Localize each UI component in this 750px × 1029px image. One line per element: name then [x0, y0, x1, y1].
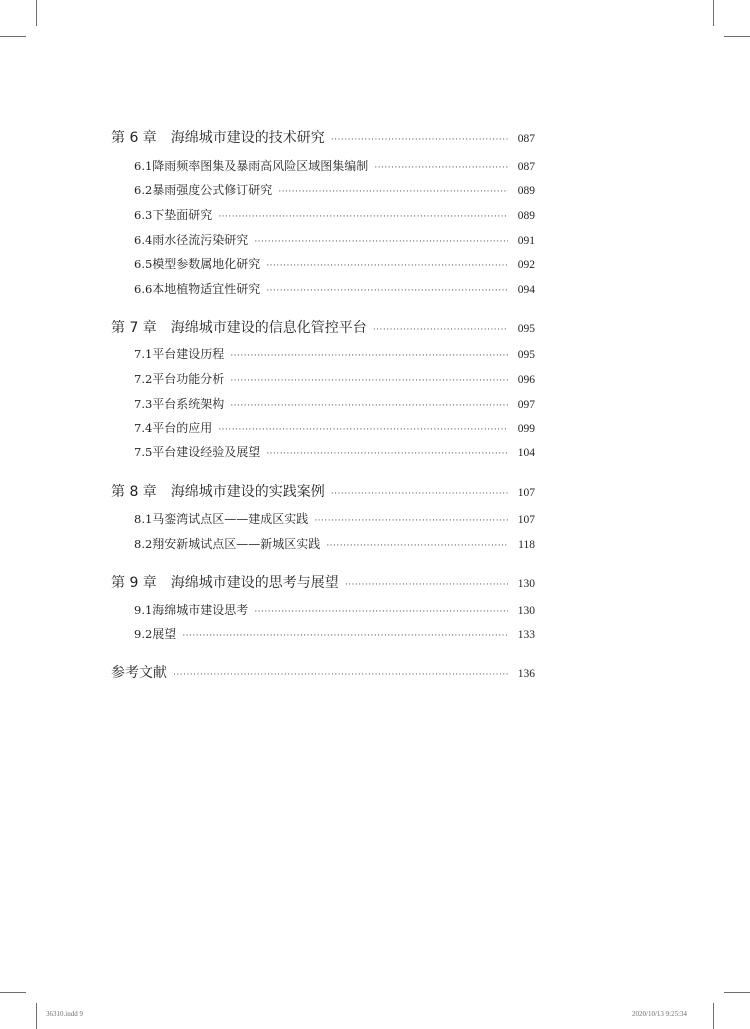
- section-number: 6.5: [134, 257, 153, 271]
- entry-title: 海绵城市建设的实践案例: [170, 484, 325, 500]
- toc-section-entry[interactable]: [134, 206, 535, 223]
- toc-chapter-entry[interactable]: [111, 127, 535, 147]
- dot-leader: [254, 607, 507, 617]
- toc-section-entry[interactable]: [134, 231, 535, 248]
- page-number: 091: [517, 235, 535, 247]
- toc-section-entry[interactable]: [134, 601, 535, 618]
- entry-title: 平台系统架构: [152, 397, 225, 411]
- toc-section-entry[interactable]: [134, 395, 535, 412]
- entry-title: 海绵城市建设的信息化管控平台: [170, 320, 367, 336]
- chapter-number: 第 9 章: [111, 575, 157, 591]
- dot-leader: [373, 325, 508, 335]
- toc-section-entry[interactable]: [134, 535, 535, 552]
- entry-title: 海绵城市建设的思考与展望: [170, 575, 339, 591]
- dot-leader: [314, 516, 507, 526]
- page-number: 136: [517, 668, 535, 680]
- toc-section-entry[interactable]: [134, 443, 535, 460]
- dot-leader: [230, 376, 507, 386]
- page-number: 087: [517, 161, 535, 173]
- section-number: 8.2: [134, 537, 153, 551]
- toc-section-entry[interactable]: [134, 510, 535, 527]
- dot-leader: [331, 489, 508, 499]
- dot-leader: [173, 670, 508, 680]
- entry-title: 马銮湾试点区——建成区实践: [152, 512, 309, 526]
- toc-section-entry[interactable]: [134, 419, 535, 436]
- indd-slug-file: 36310.indd 9: [46, 1010, 83, 1018]
- toc-chapter-entry[interactable]: [111, 317, 535, 337]
- page-number: 118: [518, 539, 535, 551]
- entry-title: 海绵城市建设思考: [152, 603, 249, 617]
- page-number: 107: [517, 487, 535, 499]
- section-number: 7.5: [134, 445, 153, 459]
- toc-section-entry[interactable]: [134, 157, 535, 174]
- page-number: 099: [517, 423, 535, 435]
- entry-title: 降雨频率图集及暴雨高风险区域图集编制: [152, 159, 369, 173]
- section-number: 8.1: [134, 512, 153, 526]
- toc-section-entry[interactable]: [134, 370, 535, 387]
- section-number: 6.6: [134, 282, 153, 296]
- chapter-number: 第 6 章: [111, 130, 157, 146]
- section-number: 7.4: [134, 421, 153, 435]
- dot-leader: [266, 286, 507, 296]
- section-number: 6.2: [134, 183, 153, 197]
- dot-leader: [218, 425, 507, 435]
- page-number: 104: [517, 447, 535, 459]
- section-number: 6.4: [134, 233, 153, 247]
- entry-title: 翔安新城试点区——新城区实践: [152, 537, 321, 551]
- entry-title: 海绵城市建设的技术研究: [170, 130, 325, 146]
- section-number: 7.1: [134, 347, 153, 361]
- entry-title: 平台建设历程: [152, 347, 225, 361]
- page-number: 096: [517, 374, 535, 386]
- page-number: 089: [517, 185, 535, 197]
- dot-leader: [326, 541, 508, 551]
- dot-leader: [182, 631, 507, 641]
- toc-references-entry[interactable]: [111, 662, 535, 682]
- dot-leader: [230, 351, 507, 361]
- section-number: 6.1: [134, 159, 153, 173]
- entry-title: 模型参数属地化研究: [152, 257, 261, 271]
- indd-slug-timestamp: 2020/10/13 9:25:34: [632, 1010, 688, 1018]
- entry-title: 本地植物适宜性研究: [152, 282, 261, 296]
- page-number: 095: [517, 323, 535, 335]
- toc-section-entry[interactable]: [134, 181, 535, 198]
- toc-chapter-entry[interactable]: [111, 481, 535, 501]
- section-number: 7.3: [134, 397, 153, 411]
- section-number: 7.2: [134, 372, 153, 386]
- page-number: 092: [517, 259, 535, 271]
- toc-section-entry[interactable]: [134, 625, 535, 642]
- dot-leader: [266, 449, 507, 459]
- toc-section-entry[interactable]: [134, 345, 535, 362]
- entry-title: 参考文献: [111, 665, 167, 681]
- page-number: 087: [517, 133, 535, 145]
- page-number: 133: [517, 629, 535, 641]
- page-number: 089: [517, 210, 535, 222]
- entry-title: 平台的应用: [152, 421, 213, 435]
- page-number: 130: [517, 605, 535, 617]
- section-number: 9.1: [134, 603, 153, 617]
- page-number: 107: [517, 514, 535, 526]
- entry-title: 平台功能分析: [152, 372, 225, 386]
- dot-leader: [230, 401, 507, 411]
- entry-title: 暴雨强度公式修订研究: [152, 183, 273, 197]
- entry-title: 平台建设经验及展望: [152, 445, 261, 459]
- dot-leader: [218, 212, 507, 222]
- page-number: 095: [517, 349, 535, 361]
- dot-leader: [374, 163, 507, 173]
- dot-leader: [254, 237, 507, 247]
- dot-leader: [331, 135, 508, 145]
- page-number: 130: [517, 578, 535, 590]
- page-number: 097: [517, 399, 535, 411]
- section-number: 6.3: [134, 208, 153, 222]
- chapter-number: 第 8 章: [111, 484, 157, 500]
- entry-title: 下垫面研究: [152, 208, 213, 222]
- section-number: 9.2: [134, 627, 153, 641]
- chapter-number: 第 7 章: [111, 320, 157, 336]
- page-number: 094: [517, 284, 535, 296]
- dot-leader: [266, 261, 507, 271]
- dot-leader: [345, 580, 508, 590]
- dot-leader: [278, 187, 507, 197]
- toc-chapter-entry[interactable]: [111, 572, 535, 592]
- toc-section-entry[interactable]: [134, 255, 535, 272]
- entry-title: 展望: [152, 627, 177, 641]
- toc-section-entry[interactable]: [134, 280, 535, 297]
- entry-title: 雨水径流污染研究: [152, 233, 249, 247]
